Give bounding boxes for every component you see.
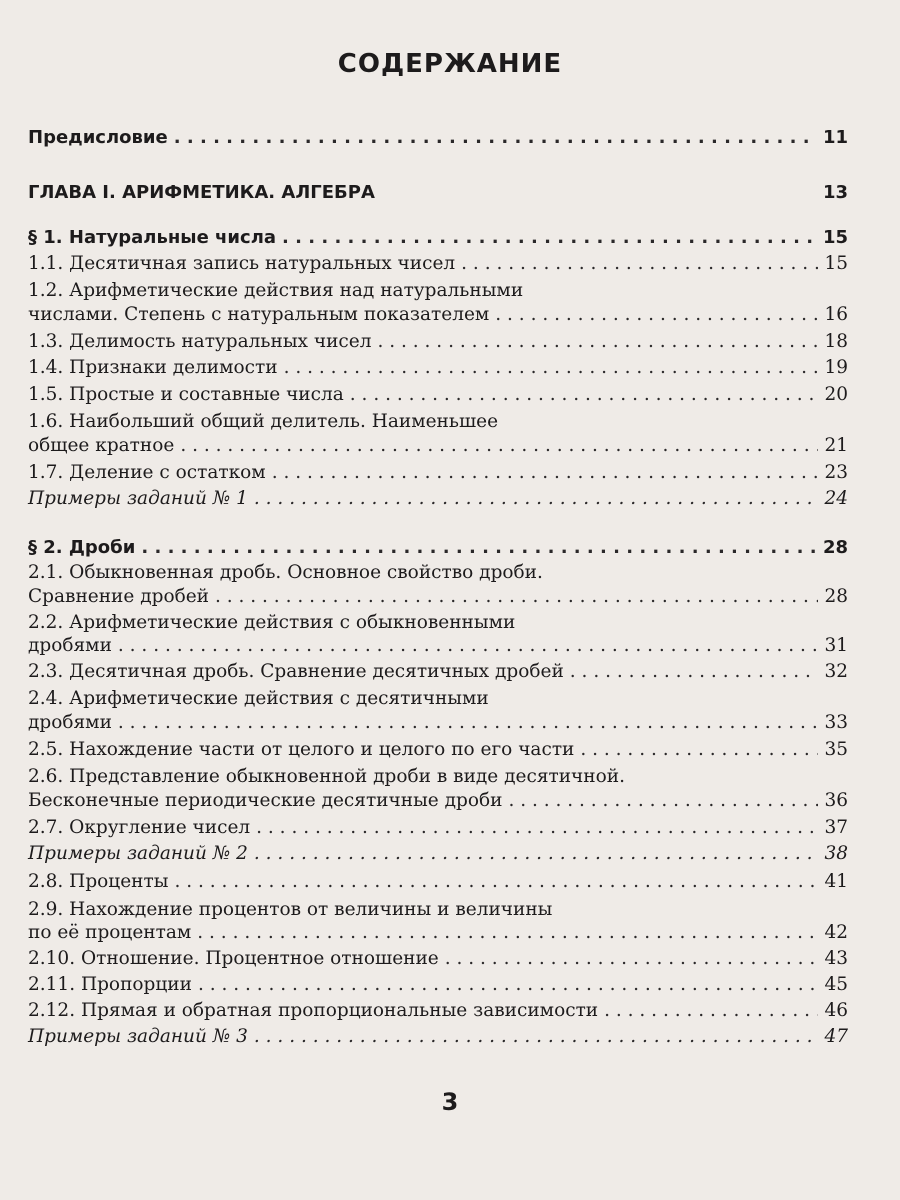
dot-leader	[254, 486, 819, 512]
dot-leader	[254, 841, 819, 867]
toc-entry-title: общее кратное	[28, 435, 175, 456]
toc-entry-title: 2.4. Арифметические действия с десятичными	[28, 688, 489, 709]
toc-page-number: 18	[824, 331, 848, 352]
toc-page-number: 11	[822, 127, 848, 148]
dot-leader	[461, 251, 818, 277]
toc-entry-title: 1.3. Делимость натуральных чисел	[28, 331, 372, 352]
dot-leader	[118, 710, 819, 736]
dot-leader	[272, 460, 819, 486]
toc-page-number: 37	[824, 817, 848, 838]
toc-entry-preface	[28, 125, 848, 151]
toc-page-number: 28	[822, 537, 848, 558]
toc-entry-examples	[28, 486, 848, 512]
dot-leader	[350, 382, 819, 408]
toc-section-1	[28, 225, 848, 251]
toc-entry-continued	[28, 633, 848, 659]
toc-entry-title: Бесконечные периодические десятичные дроби	[28, 790, 503, 811]
toc-entry-title: Примеры заданий № 2	[28, 843, 248, 864]
toc-entry	[28, 972, 848, 998]
toc-entry-title: 1.6. Наибольший общий делитель. Наименьшее	[28, 411, 499, 432]
toc-entry	[28, 946, 848, 972]
toc-page-number: 31	[824, 635, 848, 656]
toc-entry-title: 2.12. Прямая и обратная пропорциональные зависимости	[28, 1000, 599, 1021]
toc-section-2	[28, 535, 848, 561]
toc-page-number: 19	[824, 357, 848, 378]
dot-leader	[215, 584, 818, 610]
toc-entry	[28, 278, 848, 304]
toc-page-number: 46	[824, 1000, 848, 1021]
toc-page-number: 41	[824, 871, 848, 892]
dot-leader	[141, 535, 817, 561]
dot-leader	[495, 302, 818, 328]
toc-entry-title: 1.1. Десятичная запись натуральных чисел	[28, 253, 456, 274]
dot-leader	[580, 737, 818, 763]
toc-entry-continued	[28, 710, 848, 736]
dot-leader	[174, 125, 817, 151]
toc-entry-continued	[28, 788, 848, 814]
toc-page-number: 21	[824, 435, 848, 456]
dot-leader	[180, 433, 818, 459]
toc-entry-title: Примеры заданий № 1	[28, 488, 248, 509]
dot-leader	[378, 329, 819, 355]
toc-entry-title: § 2. Дроби	[28, 537, 136, 558]
toc-entry-title: 2.5. Нахождение части от целого и целого по его части	[28, 739, 575, 760]
toc-entry-title: по её процентам	[28, 922, 192, 943]
toc-entry-title: 2.9. Нахождение процентов от величины и величины	[28, 899, 553, 920]
dot-leader	[256, 815, 818, 841]
dot-leader	[254, 1024, 819, 1050]
dot-leader	[118, 633, 819, 659]
toc-page-number: 16	[824, 304, 848, 325]
toc-page-number: 20	[824, 384, 848, 405]
toc-page-number: 13	[822, 182, 848, 203]
toc-entry	[28, 998, 848, 1024]
toc-entry-title: 2.10. Отношение. Процентное отношение	[28, 948, 439, 969]
toc-page-number: 15	[824, 253, 848, 274]
toc-entry-title: 2.8. Проценты	[28, 871, 169, 892]
toc-page-number: 23	[824, 462, 848, 483]
dot-leader	[197, 920, 818, 946]
toc-entry-examples	[28, 841, 848, 867]
toc-entry	[28, 382, 848, 408]
toc-entry	[28, 659, 848, 685]
toc-page-number: 15	[822, 227, 848, 248]
toc-entry-continued	[28, 302, 848, 328]
toc-page-number: 47	[824, 1026, 848, 1047]
page-number: 3	[441, 1088, 459, 1116]
toc-entry-title: 2.7. Округление чисел	[28, 817, 251, 838]
toc-entry-examples	[28, 1024, 848, 1050]
toc-entry	[28, 355, 848, 381]
toc-entry-title: 2.2. Арифметические действия с обыкновенными	[28, 612, 516, 633]
toc-chapter-1	[28, 180, 848, 206]
toc-page-number: 45	[824, 974, 848, 995]
toc-entry	[28, 869, 848, 895]
toc-entry-title: Предисловие	[28, 127, 168, 148]
toc-page-number: 38	[824, 843, 848, 864]
toc-entry	[28, 409, 848, 435]
toc-page-number: 32	[824, 661, 848, 682]
toc-entry	[28, 329, 848, 355]
toc-entry-title: Примеры заданий № 3	[28, 1026, 248, 1047]
toc-entry-title: 2.6. Представление обыкновенной дроби в виде десятичной.	[28, 766, 625, 787]
toc-entry-title: 1.2. Арифметические действия над натуральными	[28, 280, 524, 301]
toc-page-number: 42	[824, 922, 848, 943]
toc-entry-continued	[28, 920, 848, 946]
toc-entry	[28, 460, 848, 486]
toc-entry-title: ГЛАВА I. АРИФМЕТИКА. АЛГЕБРА	[28, 182, 375, 203]
toc-entry	[28, 737, 848, 763]
dot-leader	[198, 972, 819, 998]
toc-entry	[28, 560, 848, 586]
toc-entry-continued	[28, 584, 848, 610]
toc-page-number: 33	[824, 712, 848, 733]
toc-entry-title: 1.4. Признаки делимости	[28, 357, 278, 378]
toc-page-number: 28	[824, 586, 848, 607]
dot-leader	[508, 788, 818, 814]
toc-entry-title: 2.3. Десятичная дробь. Сравнение десятичных дробей	[28, 661, 564, 682]
dot-leader	[570, 659, 819, 685]
toc-entry-title: числами. Степень с натуральным показателем	[28, 304, 490, 325]
toc-entry	[28, 251, 848, 277]
toc-entry-title: дробями	[28, 635, 112, 656]
toc-entry-title: § 1. Натуральные числа	[28, 227, 277, 248]
toc-entry-title: 1.7. Деление с остатком	[28, 462, 266, 483]
toc-page-number: 43	[824, 948, 848, 969]
toc-entry-title: дробями	[28, 712, 112, 733]
toc-entry-continued	[28, 433, 848, 459]
toc-page-number: 35	[824, 739, 848, 760]
page-title: СОДЕРЖАНИЕ	[337, 49, 563, 79]
dot-leader	[604, 998, 818, 1024]
toc-page-number: 36	[824, 790, 848, 811]
dot-leader	[445, 946, 819, 972]
toc-page-number: 24	[824, 488, 848, 509]
toc-entry	[28, 764, 848, 790]
dot-leader	[282, 225, 817, 251]
toc-entry	[28, 815, 848, 841]
dot-leader	[284, 355, 819, 381]
toc-entry-title: Сравнение дробей	[28, 586, 209, 607]
toc-entry-title: 1.5. Простые и составные числа	[28, 384, 344, 405]
toc-entry-title: 2.11. Пропорции	[28, 974, 192, 995]
toc-entry-title: 2.1. Обыкновенная дробь. Основное свойство дроби.	[28, 562, 543, 583]
toc-entry	[28, 686, 848, 712]
dot-leader	[174, 869, 818, 895]
